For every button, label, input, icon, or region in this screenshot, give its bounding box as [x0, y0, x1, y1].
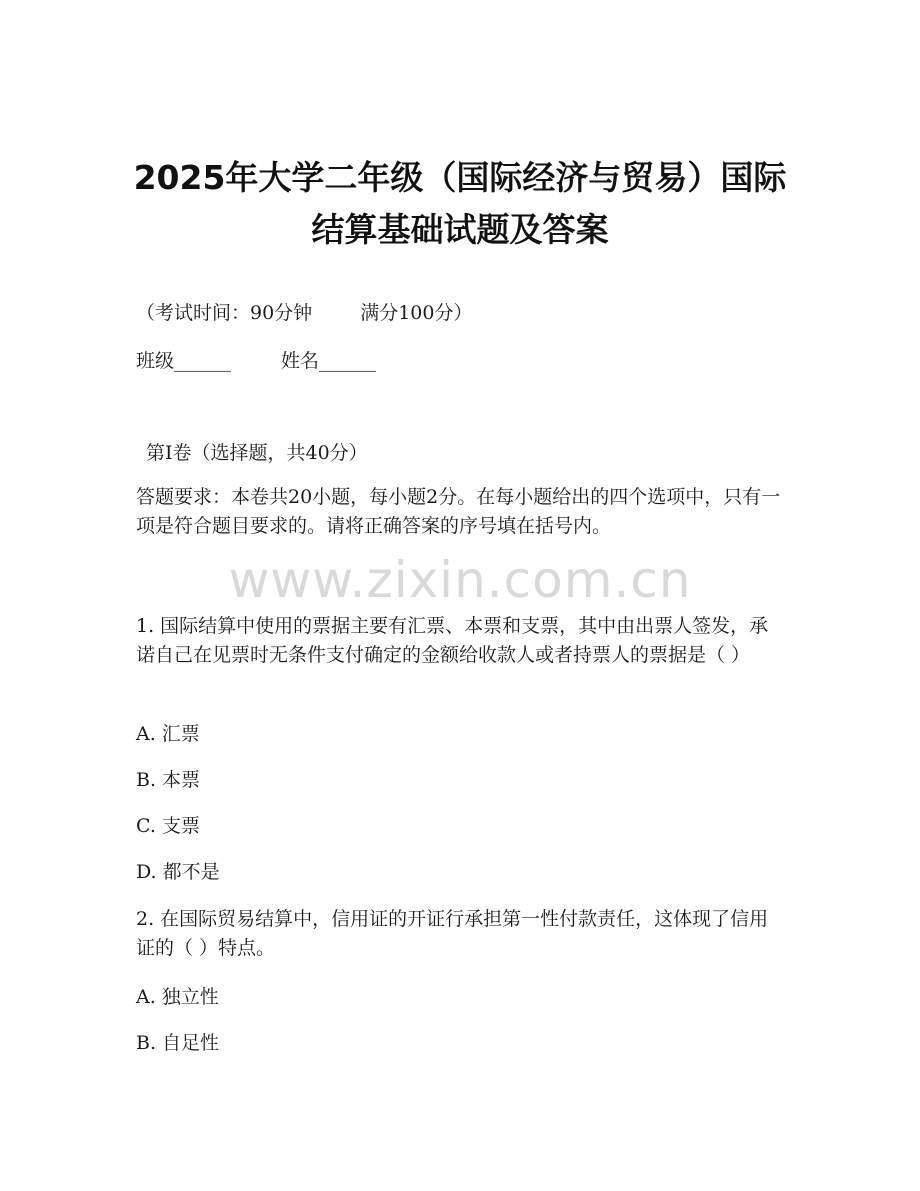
document-title-line-2: 结算基础试题及答案: [311, 210, 609, 249]
document-title-line-1: 2025年大学二年级（国际经济与贸易）国际: [133, 158, 787, 197]
section-heading: 第I卷（选择题，共40分）: [146, 442, 368, 464]
question-1-option-b: B. 本票: [136, 769, 201, 791]
exam-time: （考试时间：90分钟: [136, 302, 313, 324]
question-1-option-c: C. 支票: [136, 815, 200, 837]
question-2-text: 2. 在国际贸易结算中，信用证的开证行承担第一性付款责任，这体现了信用证的（ ）特点。: [136, 908, 769, 959]
exam-full-score: 满分100分）: [360, 302, 473, 324]
section-instructions: 答题要求：本卷共20小题，每小题2分。在每小题给出的四个选项中，只有一项是符合题目要求的。请将正确答案的序号填在括号内。: [136, 486, 781, 537]
question-1-option-a: A. 汇票: [136, 723, 200, 745]
watermark: www.zixin.com.cn: [228, 551, 692, 609]
student-fields: [136, 349, 376, 373]
question-1-text: 1. 国际结算中使用的票据主要有汇票、本票和支票，其中由出票人签发，承诺自己在见票时无条件支付确定的金额给收款人或者持票人的票据是（ ）: [136, 615, 769, 666]
question-2-option-a: A. 独立性: [136, 986, 219, 1008]
name-field: 姓名______: [281, 350, 377, 372]
question-2-option-b: B. 自足性: [136, 1032, 220, 1054]
class-field: 班级______: [136, 350, 232, 372]
exam-info: [136, 301, 472, 325]
question-1-option-d: D. 都不是: [136, 861, 220, 883]
